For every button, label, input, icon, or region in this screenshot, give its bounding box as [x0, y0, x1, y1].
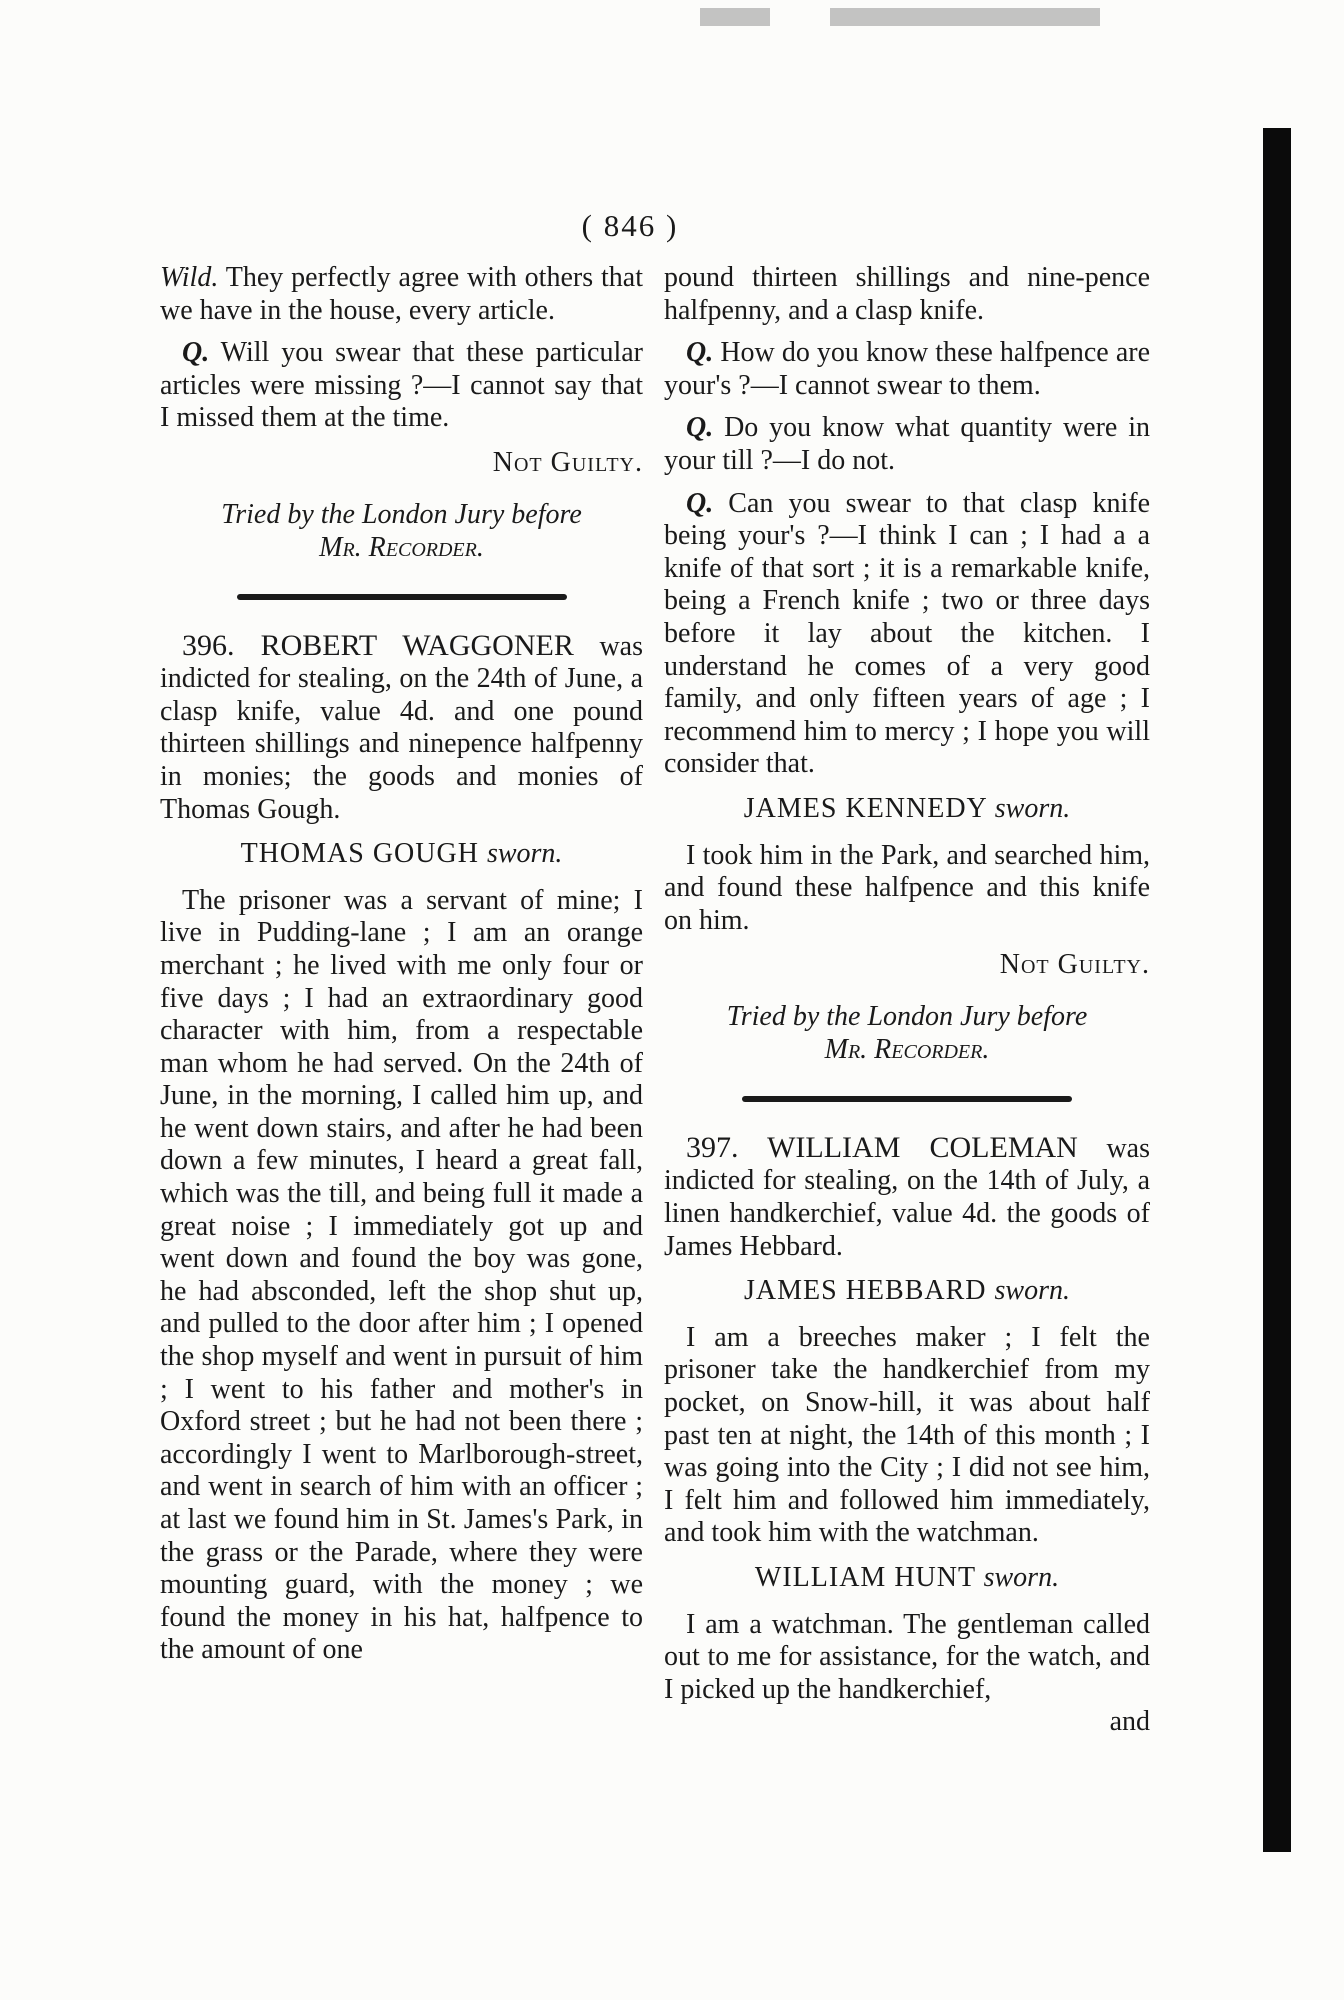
testimony: I took him in the Park, and searched him, and found these halfpence and this knife on him. — [664, 839, 1150, 936]
witness-sworn: sworn. — [983, 1562, 1060, 1593]
paragraph-text: Can you swear to that clasp knife being your's ?—I think I can ; I had a a knife of that sort ; it is a remarkable knife, being a French knife ; two or three days before it lay about the kitchen. I understand he comes of a very good family, and only fifteen years of age ; I recommend him to mercy ; I hope you will consider that. — [664, 487, 1150, 780]
witness-sworn: sworn. — [486, 838, 563, 870]
witness-name: WILLIAM HUNT — [754, 1562, 976, 1593]
question-paragraph — [160, 337, 643, 435]
question-paragraph — [664, 412, 1150, 477]
tried-before — [664, 1000, 1150, 1066]
witness-heading — [664, 1275, 1150, 1308]
paragraph-text: Will you swear that these particular articles were missing ?—I cannot say that I missed them at the time. — [160, 337, 643, 434]
section-divider — [237, 594, 567, 600]
question-mark-label: Q. — [686, 487, 714, 519]
left-column — [160, 262, 643, 1677]
testimony: I am a watchman. The gentleman called out to me for assistance, for the watch, and I picked up the handkerchief, — [664, 1608, 1150, 1705]
defendant-name: ROBERT WAGGONER — [234, 628, 574, 662]
witness-name: JAMES HEBBARD — [744, 1275, 987, 1307]
page-number: ( 846 ) — [581, 208, 679, 243]
witness-heading — [664, 793, 1150, 826]
question-mark-label: Q. — [182, 337, 210, 369]
witness-name: JAMES KENNEDY — [743, 792, 987, 824]
case-text: was indicted for stealing, on the 24th of June, a clasp knife, value 4d. and one pound thirteen shillings and ninepence halfpenny in monies; the goods and monies of Thomas Gough. — [160, 630, 644, 825]
verdict: Not Guilty. — [492, 446, 643, 478]
case-paragraph — [664, 1132, 1150, 1263]
question-mark-label: Q. — [686, 337, 714, 369]
paragraph-text: Do you know what quantity were in your till ?—I do not. — [664, 412, 1150, 476]
scan-smudge — [830, 8, 1100, 26]
paragraph — [160, 262, 643, 327]
tried-line-2: Mr. Recorder. — [319, 531, 484, 563]
paragraph-text: They perfectly agree with others that we have in the house, every article. — [160, 262, 643, 326]
paragraph-text: How do you know these halfpence are your's ?—I cannot swear to them. — [664, 337, 1150, 401]
continued-paragraph: pound thirteen shillings and nine-pence halfpenny, and a clasp knife. — [664, 262, 1150, 326]
tried-line-1: Tried by the London Jury before — [726, 1000, 1088, 1032]
witness-sworn: sworn. — [994, 1275, 1070, 1307]
case-number: 396. — [182, 628, 235, 662]
question-paragraph — [664, 337, 1150, 402]
testimony: The prisoner was a servant of mine; I live in Pudding-lane ; I am an orange merchant ; he lived with me only four or five days ; I had an extraordinary good character with him, from a respectable man whom he had served. On the 24th of June, in the morning, I called him up, and he went down stairs, and after he had been down a few minutes, I heard a great fall, which was the till, and being full it made a great noise ; I immediately got up and went down and found the boy was gone, he had absconded, left the shop shut up, and pulled to the door after him ; I opened the shop myself and went in pursuit of him ; I went to his father and mother's in Oxford street ; but he had not been there ; accordingly I went to Marlborough-street, and went in search of him with an officer ; at last we found him in St. James's Park, in the grass or the Parade, where they were mounting guard, with the money ; we found the money in his hat, halfpence to the amount of one — [160, 884, 643, 1666]
witness-name: THOMAS GOUGH — [240, 838, 479, 870]
question-mark-label: Q. — [686, 412, 714, 444]
catchword: and — [1109, 1706, 1150, 1738]
witness-heading — [160, 838, 643, 871]
witness-sworn: sworn. — [994, 792, 1071, 824]
tried-line-1: Tried by the London Jury before — [221, 498, 582, 530]
scan-smudge — [700, 8, 770, 26]
scan-edge-bar — [1263, 128, 1291, 1852]
testimony: I am a breeches maker ; I felt the prisoner take the handkerchief from my pocket, on Snow-hill, it was about half past ten at night, the 14th of this month ; I was going into the City ; I did not see him, I felt him and followed him immediately, and took him with the watchman. — [664, 1321, 1150, 1549]
case-paragraph — [160, 630, 643, 827]
tried-before — [160, 498, 643, 564]
witness-heading — [664, 1562, 1150, 1595]
defendant-name: WILLIAM COLEMAN — [738, 1130, 1078, 1164]
case-text: was indicted for stealing, on the 14th of July, a linen handkerchief, value 4d. the goods of James Hebbard. — [664, 1132, 1150, 1262]
right-column — [664, 262, 1150, 1739]
tried-line-2: Mr. Recorder. — [824, 1033, 990, 1065]
speaker-label: Wild. — [160, 262, 219, 293]
verdict: Not Guilty. — [999, 949, 1150, 981]
question-paragraph — [664, 488, 1150, 781]
case-number: 397. — [686, 1130, 739, 1164]
section-divider — [742, 1096, 1072, 1102]
